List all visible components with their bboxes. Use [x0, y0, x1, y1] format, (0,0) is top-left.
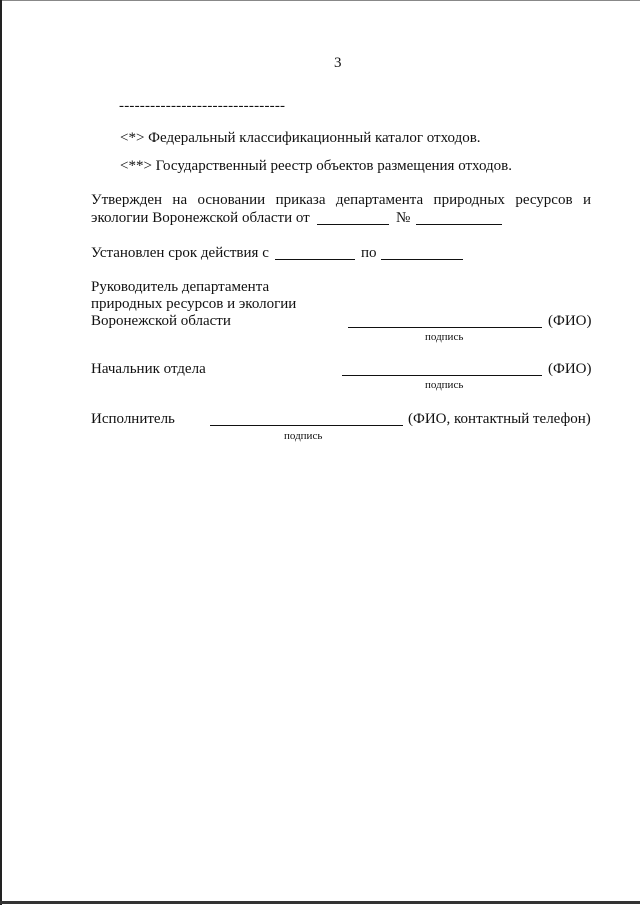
footnote-1: <*> Федеральный классификационный каталог отходов.	[120, 130, 481, 146]
chief-fio: (ФИО)	[548, 361, 592, 377]
footnote-2: <**> Государственный реестр объектов размещения отходов.	[120, 158, 513, 174]
executor-signature-line	[210, 425, 403, 426]
page-edge-bottom	[0, 901, 640, 904]
head-signature-caption: подпись	[425, 331, 464, 343]
page-edge-top	[0, 0, 640, 1]
approval-line-1: Утвержден на основании приказа департамента природных ресурсов и	[91, 192, 591, 208]
approval-number-sign: №	[396, 210, 411, 226]
validity-from-line	[275, 259, 355, 260]
validity-to-line	[381, 259, 463, 260]
page-number: 3	[334, 55, 342, 71]
approval-date-line	[317, 224, 389, 225]
head-title-line-1: Руководитель департамента	[91, 279, 270, 295]
head-fio: (ФИО)	[548, 313, 592, 329]
footnote-separator: --------------------------------	[119, 98, 286, 114]
chief-title: Начальник отдела	[91, 361, 206, 377]
validity-to: по	[361, 245, 377, 261]
page-edge-left	[0, 0, 2, 905]
approval-line-2: экологии Воронежской области от	[91, 210, 310, 226]
chief-signature-line	[342, 375, 542, 376]
approval-number-line	[416, 224, 502, 225]
executor-title: Исполнитель	[91, 411, 175, 427]
head-title-line-2: природных ресурсов и экологии	[91, 296, 297, 312]
head-title-line-3: Воронежской области	[91, 313, 231, 329]
validity-label: Установлен срок действия с	[91, 245, 269, 261]
executor-fio: (ФИО, контактный телефон)	[408, 411, 591, 427]
chief-signature-caption: подпись	[425, 379, 464, 391]
executor-signature-caption: подпись	[284, 430, 323, 442]
head-signature-line	[348, 327, 542, 328]
